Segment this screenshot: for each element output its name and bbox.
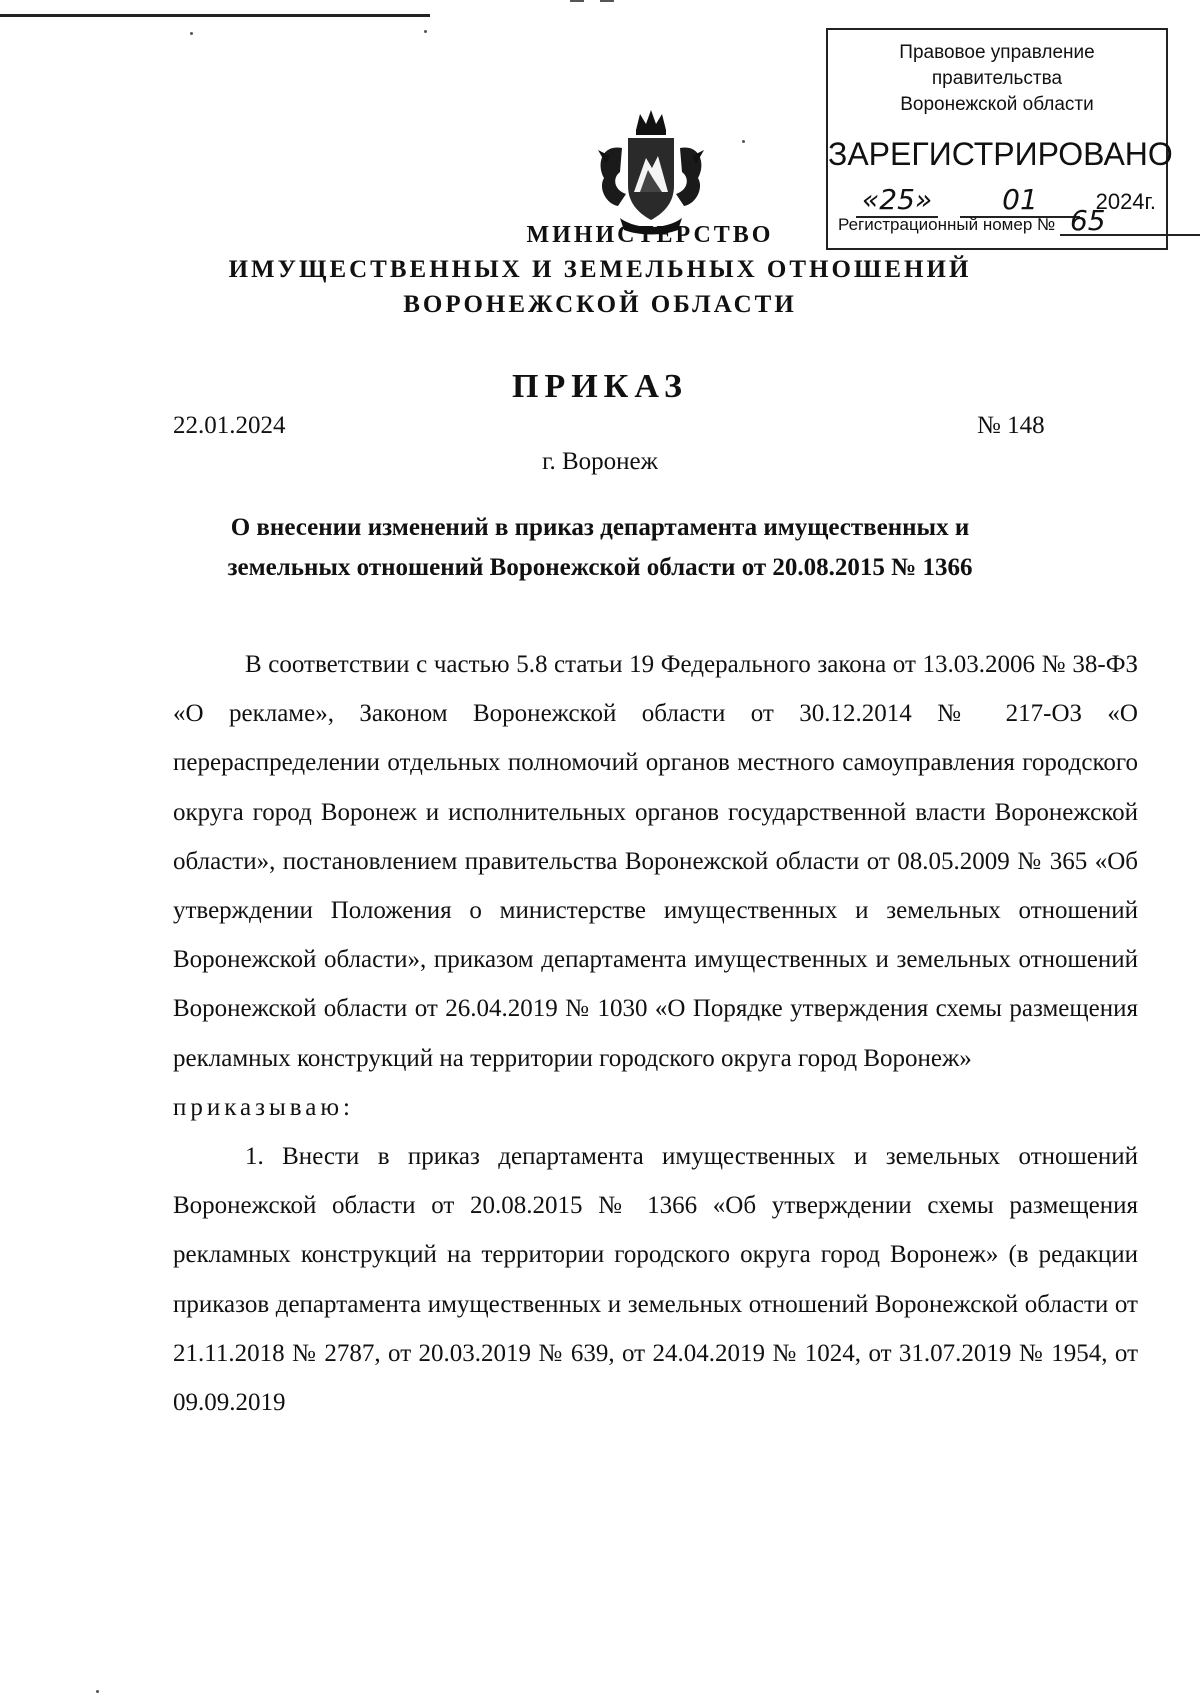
order-subject — [180, 508, 1020, 588]
order-item-1: 1. Внести в приказ департамента имущественных и земельных отношений Воронежской области от 20.08.2015 № 1366 «Об утверждении схемы размещения рекламных конструкций на территории городского округа город Воронеж» (в редакции приказов департамента имущественных и земельных отношений Воронежской области от 21.11.2018 № 2787, от 20.03.2019 № 639, от 24.04.2019 № 1024, от 31.07.2019 № 1954, от 09.09.2019 — [173, 1143, 1138, 1417]
order-date: 22.01.2024 — [173, 412, 286, 439]
ministry-title-line3: ВОРОНЕЖСКОЙ ОБЛАСТИ — [403, 291, 797, 318]
stamp-org-line2: Воронежской области — [900, 94, 1094, 115]
stamp-organization — [828, 40, 1166, 118]
ministry-title-line2: ИМУЩЕСТВЕННЫХ И ЗЕМЕЛЬНЫХ ОТНОШЕНИЙ — [228, 256, 972, 283]
scan-speck — [96, 1690, 99, 1693]
ministry-title-line1: МИНИСТЕРСТВО — [526, 222, 774, 248]
stamp-reg-number-label: Регистрационный номер № — [838, 215, 1056, 234]
scan-edge-mark — [0, 0, 430, 17]
scan-dash — [600, 0, 614, 8]
order-body — [173, 640, 1138, 1427]
document-type-title: ПРИКАЗ — [512, 368, 688, 405]
stamp-reg-number: 65 — [1060, 208, 1200, 236]
stamp-date-day: «25» — [856, 183, 938, 218]
stamp-date-year: 2024г. — [1095, 189, 1156, 214]
order-city: г. Воронеж — [542, 448, 658, 475]
scan-speck — [190, 32, 193, 35]
coat-of-arms-emblem — [592, 108, 710, 238]
stamp-registered-label: ЗАРЕГИСТРИРОВАНО — [828, 136, 1173, 172]
scan-speck — [424, 30, 427, 33]
scan-speck — [742, 140, 745, 143]
order-directive-word: приказываю: — [173, 1093, 354, 1121]
stamp-date-month: 01 — [960, 183, 1080, 218]
subject-line2: земельных отношений Воронежской области от 20.08.2015 № 1366 — [227, 554, 973, 581]
registration-stamp — [826, 28, 1173, 250]
stamp-org-line1: Правовое управление правительства — [899, 42, 1095, 89]
scan-dash — [570, 0, 584, 8]
subject-line1: О внесении изменений в приказ департамента имущественных и — [230, 514, 970, 541]
order-number: № 148 — [977, 412, 1045, 439]
preamble-paragraph: В соответствии с частью 5.8 статьи 19 Федерального закона от 13.03.2006 № 38-ФЗ «О рекламе», Законом Воронежской области от 30.12.2014 № 217-ОЗ «О перераспределении отдельных полномочий органов местного самоуправления городского округа город Воронеж и исполнительных органов государственной власти Воронежской области», постановлением правительства Воронежской области от 08.05.2009 № 365 «Об утверждении Положения о министерстве имущественных и земельных отношений Воронежской области», приказом департамента имущественных и земельных отношений Воронежской области от 26.04.2019 № 1030 «О Порядке утверждения схемы размещения рекламных конструкций на территории городского округа город Воронеж» — [173, 651, 1138, 1072]
